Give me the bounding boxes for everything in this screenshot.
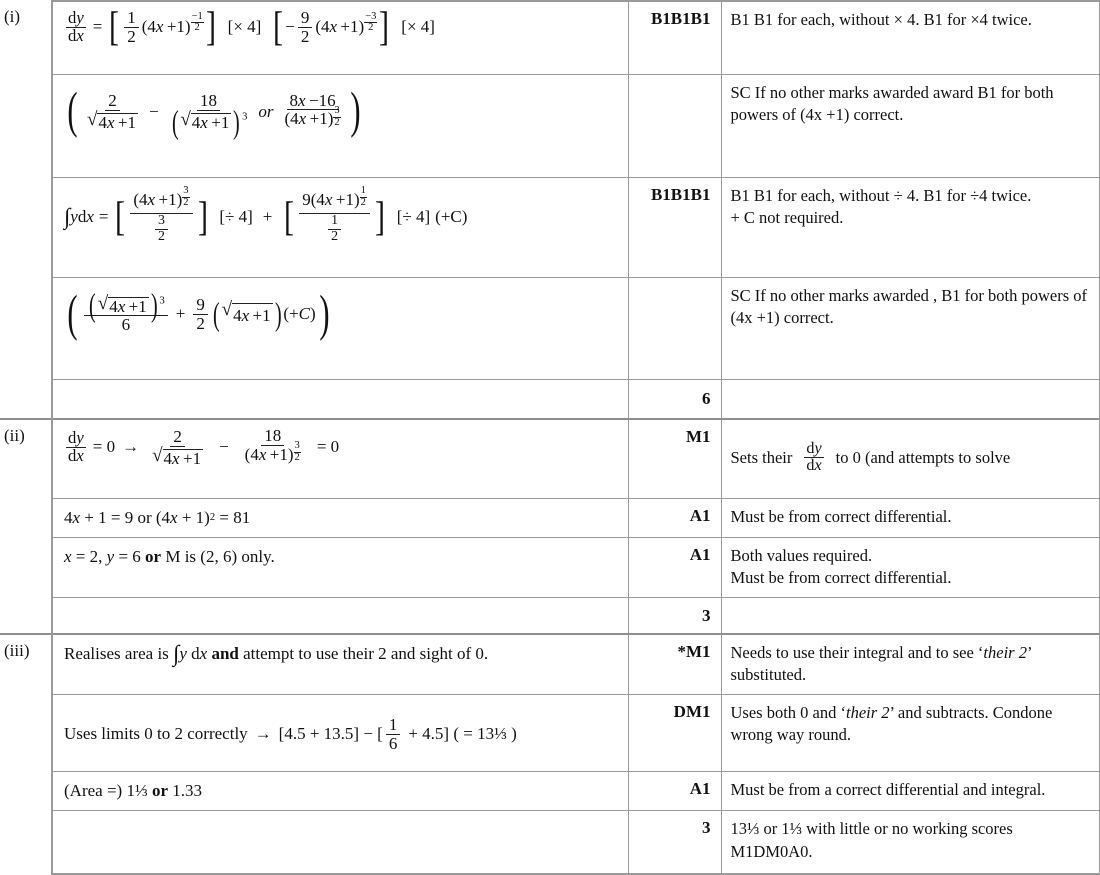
mark-cell-r12: A1 — [628, 771, 721, 811]
table-row — [0, 277, 1100, 379]
mark-total-ii: 3 — [628, 597, 721, 634]
bracket-close-icon-4: ] — [374, 193, 385, 240]
part-label-blank-r12 — [0, 771, 52, 811]
math-expression-limits — [64, 702, 620, 753]
mark-cell-r1: B1B1B1 — [628, 1, 721, 74]
bracket-open-icon-3: [ — [115, 193, 126, 240]
part-label-blank-r5 — [0, 379, 52, 419]
note-cell-r8 — [721, 538, 1100, 598]
one-sixth-fraction — [386, 716, 401, 753]
part-label-blank-r4 — [0, 277, 52, 379]
integral-icon-2: ∫ — [173, 641, 180, 667]
end-part: = 81 — [219, 507, 251, 527]
table-row — [0, 419, 1100, 498]
root-cubed-over-six-fraction: ( √ 4x +1 ) $^3$ 6 — [84, 295, 168, 335]
math-expression-integral: ∫ y d x = [ (4x +1) $\frac{3}{2}$ $\frac{3}{2}$ ] [÷ 4] + [ 9(4x +1) $\frac{1}{2}$ $\frac{1}{2}$ ] [÷ 4] (+C) — [64, 185, 468, 244]
bracket-expr-1: [4.5 + 13.5] − [ — [278, 723, 383, 743]
working-cell-r8 — [52, 538, 628, 598]
paren-open-icon: ( — [67, 83, 78, 140]
their-two-emphasis-2: their 2 — [845, 702, 890, 722]
table-row — [0, 1, 1100, 74]
working-cell-r1 — [52, 1, 628, 74]
and-bold: and — [211, 644, 239, 664]
bracket-close-icon-3: ] — [197, 193, 208, 240]
area-tail: attempt to use their 2 and sight of 0. — [243, 644, 489, 664]
note-cell-r4: SC If no other marks awarded , B1 for both powers of (4x +1) correct. — [721, 277, 1100, 379]
nine-halves-fraction-2: $\frac{9}{2}$ — [193, 296, 208, 333]
note-line-1: B1 B1 for each, without ÷ 4. B1 for ÷4 twice. — [730, 185, 1032, 205]
eighteen-over-power-fraction: 18 (4x +1) $\frac{3}{2}$ — [244, 426, 300, 464]
math-expression-area-answer — [64, 779, 620, 804]
equals-six: = 6 — [118, 547, 141, 567]
lead-4: 4 — [64, 507, 73, 527]
y-var: y — [106, 547, 115, 567]
note-line-1: Uses both 0 and ‘their 2’ and subtracts. Condone — [730, 702, 1053, 722]
working-cell-r2 — [52, 74, 628, 177]
mid-part: + 1 = 9 or (4 — [84, 507, 171, 527]
note-cell-r3 — [721, 177, 1100, 277]
x-var-4: x — [199, 644, 208, 664]
or-bold: or — [145, 547, 162, 567]
table-row — [0, 597, 1100, 634]
area-lead: (Area =) 1⅓ — [64, 780, 148, 800]
math-expression-alt-derivative: ( 2 √ 4x +1 − 18 ( √ 4x +1 ) $^3$ or 8x −16 (4x +1) $\frac{3}{2}$ ) — [67, 83, 361, 140]
table-row — [0, 634, 1100, 694]
math-expression-solve-4x1: 4 x + 1 = 9 or (4 x + 1) 2 = 81 — [64, 506, 620, 531]
math-expression-area-statement — [64, 642, 620, 667]
note-prefix: Sets their — [730, 447, 793, 467]
two-over-root-fraction-2: 2 √ 4x +1 — [152, 426, 202, 468]
y-var-2: y — [179, 644, 187, 664]
part-label-blank-r2 — [0, 74, 52, 177]
paren-close-icon-2: ) — [319, 285, 330, 342]
note-cell-r2: SC If no other marks awarded award B1 for both powers of (4x +1) correct. — [721, 74, 1100, 177]
uses-limits-lead: Uses limits 0 to 2 correctly — [64, 723, 248, 743]
bracket-expr-2: + 4.5] ( = 13⅓ ) — [408, 723, 517, 743]
note-line-1: Needs to use their integral and to see ‘their 2’ — [730, 643, 1033, 663]
arrow-right-icon: → — [122, 437, 140, 457]
bracket-open-icon: [ — [109, 3, 120, 50]
mark-cell-r3: B1B1B1 — [628, 177, 721, 277]
times-four-b: [× 4] — [401, 17, 435, 37]
part-label-blank-r11 — [0, 694, 52, 771]
nine-halves-fraction: $\frac{9}{2}$ — [298, 9, 313, 46]
working-cell-r3 — [52, 177, 628, 277]
working-cell-r11 — [52, 694, 628, 771]
paren-close-icon: ) — [350, 83, 361, 140]
or-italic: or — [258, 101, 274, 121]
math-expression-dydx-derivative: $\frac{dy}{dx}$ = [ $\frac{1}{2}$ (4x +1) −1 2 ] [× 4] [ − $\frac{9}{2}$ (4x +1) −3 2 ] [× 4] — [68, 3, 435, 50]
working-cell-r7 — [52, 498, 628, 538]
table-row — [0, 538, 1100, 598]
eighteen-over-rootcubed-fraction: 18 ( √ 4x +1 ) $^3$ — [171, 91, 248, 140]
times-four-a: [× 4] — [227, 17, 262, 37]
or-bold-2: or — [151, 780, 168, 800]
plus-c: (+C) — [435, 207, 468, 227]
equals-zero: = 0 — [92, 437, 116, 457]
x-var-2: x — [170, 507, 178, 527]
alt-single-fraction: 8x −16 (4x +1) $\frac{3}{2}$ — [284, 90, 340, 129]
table-row — [0, 74, 1100, 177]
working-cell-r12 — [52, 771, 628, 811]
mark-cell-r10: *M1 — [628, 634, 721, 694]
mark-cell-r8: A1 — [628, 538, 721, 598]
working-cell-r4 — [52, 277, 628, 379]
bracket-close-icon: ] — [205, 3, 216, 50]
point-tail: M is (2, 6) only. — [165, 547, 275, 567]
part-label-blank-r13 — [0, 811, 52, 874]
note-cell-r9 — [721, 597, 1100, 634]
mark-cell-r11: DM1 — [628, 694, 721, 771]
table-row — [0, 811, 1100, 874]
part-label-blank-r7 — [0, 498, 52, 538]
working-cell-r9 — [52, 597, 628, 634]
note-cell-r10 — [721, 634, 1100, 694]
note-line-2: M1DM0A0. — [730, 841, 813, 861]
table-row — [0, 694, 1100, 771]
integral-icon: ∫ — [64, 204, 71, 230]
table-row — [0, 177, 1100, 277]
second-integral-term: 9(4x +1) $\frac{1}{2}$ $\frac{1}{2}$ — [299, 191, 370, 245]
note-cell-r13 — [721, 811, 1100, 874]
part-label-i: (i) — [4, 7, 21, 26]
two-over-root-fraction: 2 √ 4x +1 — [86, 91, 136, 133]
note-line-2: wrong way round. — [730, 724, 852, 744]
note-line-1: 13⅓ or 1⅓ with little or no working scores — [730, 819, 1013, 839]
area-decimal: 1.33 — [172, 780, 202, 800]
first-integral-term: (4x +1) $\frac{3}{2}$ $\frac{3}{2}$ — [130, 191, 192, 245]
divide-four-b: [÷ 4] — [396, 207, 431, 227]
mark-cell-r4 — [628, 277, 721, 379]
note-line-2: Must be from correct differential. — [730, 568, 952, 588]
divide-four-a: [÷ 4] — [219, 207, 253, 227]
note-cell-r11 — [721, 694, 1100, 771]
note-cell-r7: Must be from correct differential. — [721, 498, 1100, 538]
note-cell-r6 — [721, 419, 1100, 498]
table-row — [0, 771, 1100, 811]
frac-numerator: 1 — [386, 716, 401, 735]
working-cell-r13 — [52, 811, 628, 874]
x-var: x — [72, 507, 81, 527]
bracket-open-icon-2: [ — [273, 3, 284, 50]
math-expression-stationary-point: $\frac{dy}{dx}$ = 0 → 2 √ 4x +1 − 18 (4x +1) $\frac{3}{2}$ = 0 — [68, 426, 340, 468]
one-half-fraction: $\frac{1}{2}$ — [124, 9, 139, 46]
note-cell-r1: B1 B1 for each, without × 4. B1 for ×4 twice. — [721, 1, 1100, 74]
bracket-close-icon-2: ] — [379, 3, 390, 50]
bracket-open-icon-4: [ — [284, 193, 295, 240]
x-var-3: x — [64, 547, 72, 567]
dydx-fraction-inline: $\frac{dy}{dx}$ — [806, 440, 822, 475]
working-cell-r6 — [52, 419, 628, 498]
equals-two: = 2, — [75, 547, 103, 567]
mark-cell-r2 — [628, 74, 721, 177]
part-label-blank-r9 — [0, 597, 52, 634]
part-label-ii: (ii) — [0, 419, 52, 498]
part-label-iii: (iii) — [0, 634, 52, 694]
arrow-right-icon-2: → — [254, 723, 272, 743]
frac-denominator: 6 — [388, 733, 398, 753]
table-row — [0, 498, 1100, 538]
note-suffix: to 0 (and attempts to solve — [835, 447, 1011, 467]
equals-zero-tail: = 0 — [316, 437, 340, 457]
plus-sign: + — [262, 207, 273, 227]
note-line-2: substituted. — [730, 665, 807, 685]
working-cell-r5 — [52, 379, 628, 419]
note-sets-dydx-zero — [731, 427, 1092, 474]
working-cell-r10 — [52, 634, 628, 694]
dydx-fraction-2: $\frac{dy}{dx}$ — [68, 428, 84, 466]
math-expression-coordinates — [64, 545, 620, 570]
note-cell-r12: Must be from a correct differential and integral. — [721, 771, 1100, 811]
part-label-blank-r3 — [0, 177, 52, 277]
math-expression-alt-integral: ( ( √ 4x +1 ) $^3$ 6 + $\frac{9}{2}$ ( √ 4x +1 ) (+C) ) — [67, 285, 330, 342]
paren-open-icon-2: ( — [67, 285, 78, 342]
table-row — [0, 379, 1100, 419]
mark-total-i: 6 — [628, 379, 721, 419]
dydx-fraction: $\frac{dy}{dx}$ — [68, 8, 84, 45]
their-two-emphasis: their 2 — [983, 643, 1027, 663]
note-line-2: + C not required. — [730, 207, 844, 227]
mid-part-2: + 1) — [181, 507, 210, 527]
realises-lead: Realises area is — [64, 644, 169, 664]
mark-total-iii: 3 — [628, 811, 721, 874]
mark-cell-r7: A1 — [628, 498, 721, 538]
part-label-blank-r8 — [0, 538, 52, 598]
note-line-1: Both values required. — [730, 546, 873, 566]
mark-cell-r6: M1 — [628, 419, 721, 498]
note-cell-r5 — [721, 379, 1100, 419]
d-letter: d — [191, 644, 200, 664]
